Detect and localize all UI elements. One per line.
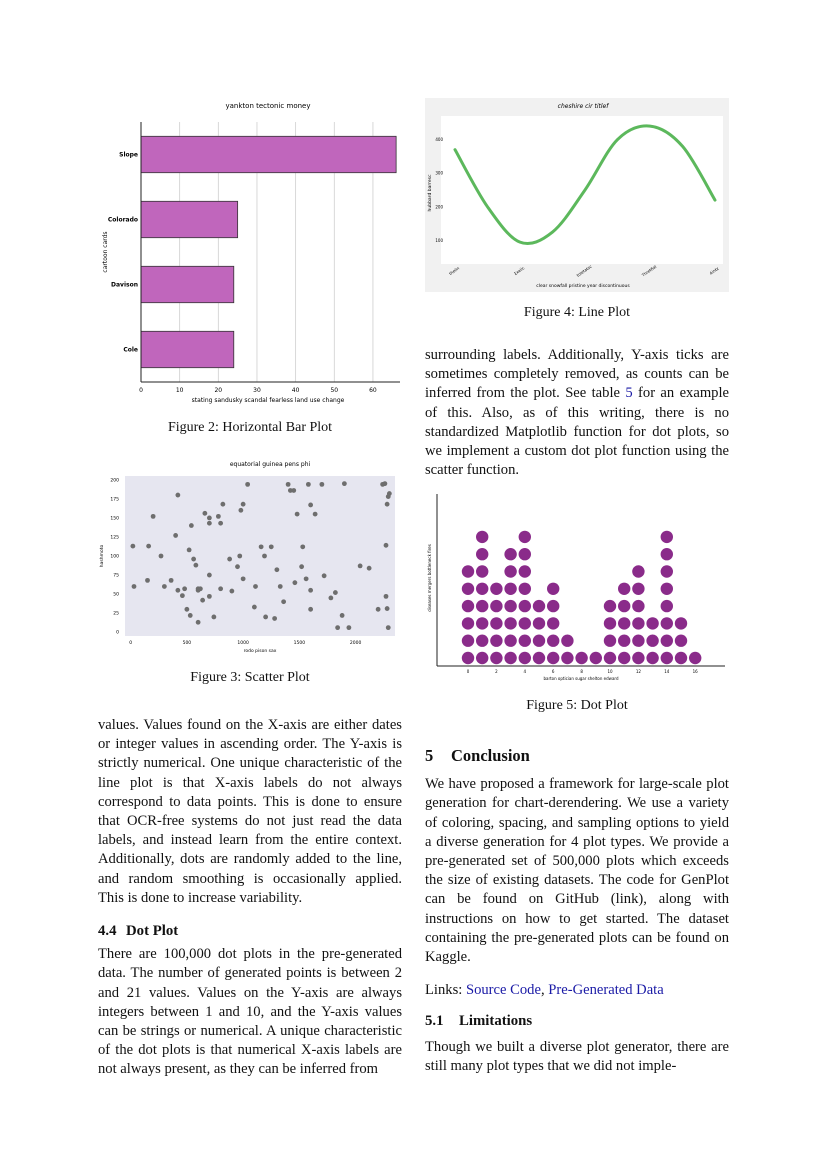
hbar-category-label: Slope <box>119 151 138 159</box>
scatter-point <box>184 607 189 612</box>
dot-marker <box>519 652 531 664</box>
line-y-tick-label: 200 <box>435 204 443 210</box>
hbar-ylabel: cartoon cards <box>102 231 109 273</box>
scatter-point <box>299 564 304 569</box>
scatter-point <box>304 576 309 581</box>
line-xlabel: clear snowfall pristine year discontinuous <box>536 284 630 289</box>
line-x-tick-label: Σxeilc <box>512 265 526 277</box>
scatter-point <box>333 590 338 595</box>
dot-marker <box>533 600 545 612</box>
dot-marker <box>462 583 474 595</box>
hbar-bar <box>141 136 396 172</box>
dot-marker <box>661 652 673 664</box>
scatter-y-tick-label: 200 <box>110 478 119 484</box>
scatter-point <box>286 482 291 487</box>
scatter-point <box>187 548 192 553</box>
scatter-point <box>175 493 180 498</box>
scatter-point <box>313 512 318 517</box>
dot-marker <box>590 652 602 664</box>
scatter-point <box>308 607 313 612</box>
scatter-point <box>180 593 185 598</box>
scatter-point <box>382 481 387 486</box>
section-5-number: 5 <box>425 746 434 765</box>
scatter-point <box>202 511 207 516</box>
dot-marker <box>675 652 687 664</box>
dot-marker <box>547 635 559 647</box>
scatter-point <box>292 580 297 585</box>
scatter-point <box>346 625 351 630</box>
scatter-point <box>169 578 174 583</box>
section-5-1-body: Though we built a diverse plot generator, there are still many plot types that we did not imple- <box>425 1038 729 1074</box>
scatter-point <box>198 586 203 591</box>
scatter-y-tick-label: 100 <box>110 554 119 560</box>
dot-marker <box>504 583 516 595</box>
dot-marker <box>661 583 673 595</box>
right-column-top <box>425 346 729 480</box>
dot-marker <box>661 548 673 560</box>
scatter-point <box>175 588 180 593</box>
dot-marker <box>689 652 701 664</box>
hbar-x-tick-label: 10 <box>175 387 184 394</box>
links-separator: , <box>540 982 545 999</box>
dot-marker <box>476 548 488 560</box>
hbar-x-tick-label: 20 <box>214 387 223 394</box>
dot-marker <box>632 652 644 664</box>
dot-marker <box>519 531 531 543</box>
dot-x-tick-label: 10 <box>607 669 613 674</box>
scatter-point <box>241 502 246 507</box>
dot-marker <box>519 635 531 647</box>
scatter-ylabel: hashmoto <box>100 544 105 568</box>
section-5-title: Conclusion <box>451 746 530 765</box>
scatter-point <box>207 594 212 599</box>
dot-ylabel: diseases mergers bottleneck fires <box>427 544 432 612</box>
hbar-x-tick-label: 0 <box>139 387 143 394</box>
dot-marker <box>618 600 630 612</box>
hbar-xlabel: stating sandusky scandal fearless land use change <box>191 397 345 404</box>
line-plot-area <box>441 116 723 264</box>
scatter-point <box>340 613 345 618</box>
dot-marker <box>675 617 687 629</box>
section-5-1-number: 5.1 <box>425 1013 444 1030</box>
scatter-x-tick-label: 500 <box>182 641 192 646</box>
line-title: cheshire cir titlef <box>557 103 609 110</box>
scatter-x-tick-label: 1000 <box>237 641 249 646</box>
scatter-point <box>274 567 279 572</box>
section-5-1-title: Limitations <box>459 1013 533 1030</box>
section-5-body: We have proposed a framework for large-scale plot generation for chart-derendering. We use a variety of coloring, spacing, and sampling options to yield a diverse generation for 4 plot types. We provide a pre-generated set of 500,000 plots which exceeds the size of existing datasets. The code for GenPlot can be found on GitHub (link), along with instructions on how to get started. The dataset containing the pre-generated plots can be found on Kaggle. <box>425 776 729 966</box>
scatter-point <box>216 514 221 519</box>
dot-marker <box>490 635 502 647</box>
dot-marker <box>504 635 516 647</box>
scatter-point <box>384 594 389 599</box>
scatter-point <box>241 576 246 581</box>
dot-marker <box>547 617 559 629</box>
dot-marker <box>646 617 658 629</box>
scatter-point <box>207 521 212 526</box>
hbar-category-label: Colorado <box>107 216 138 224</box>
scatter-point <box>269 544 274 549</box>
dot-marker <box>632 635 644 647</box>
hbar-title: yankton tectonic money <box>225 102 311 110</box>
dot-marker <box>519 600 531 612</box>
dot-marker <box>604 617 616 629</box>
scatter-point <box>385 502 390 507</box>
hbar-x-tick-label: 60 <box>369 387 377 394</box>
scatter-point <box>227 557 232 562</box>
dot-marker <box>504 600 516 612</box>
dot-marker <box>490 652 502 664</box>
scatter-point <box>207 516 212 521</box>
dot-marker <box>519 565 531 577</box>
dot-marker <box>547 600 559 612</box>
scatter-point <box>207 573 212 578</box>
scatter-point <box>253 584 258 589</box>
dot-marker <box>476 531 488 543</box>
dot-marker <box>519 583 531 595</box>
dot-marker <box>462 600 474 612</box>
dot-marker <box>646 635 658 647</box>
right-continuation-paragraph <box>425 346 729 480</box>
scatter-chart <box>95 456 405 656</box>
dot-marker <box>476 635 488 647</box>
scatter-x-tick-label: 0 <box>129 641 133 646</box>
dot-marker <box>504 565 516 577</box>
scatter-point <box>188 613 193 618</box>
dot-x-tick-label: 16 <box>692 669 698 674</box>
dot-x-tick-label: 6 <box>551 669 555 674</box>
dot-marker <box>604 652 616 664</box>
scatter-point <box>259 544 264 549</box>
horizontal-bar-chart <box>95 96 405 410</box>
section-5-heading <box>425 746 729 765</box>
scatter-point <box>376 607 381 612</box>
dot-marker <box>675 635 687 647</box>
dot-marker <box>604 635 616 647</box>
dot-marker <box>661 635 673 647</box>
dot-marker <box>533 652 545 664</box>
scatter-point <box>384 543 389 548</box>
dot-marker <box>504 652 516 664</box>
dot-marker <box>490 600 502 612</box>
dot-marker <box>561 652 573 664</box>
table-5-link[interactable]: 5 <box>625 385 633 402</box>
scatter-point <box>295 512 300 517</box>
line-ylabel: hubbard barresc <box>428 174 433 212</box>
scatter-point <box>272 616 277 621</box>
dot-marker <box>490 617 502 629</box>
left-column <box>98 716 402 1080</box>
left-intro-paragraph: values. Values found on the X-axis are either dates or integer values in ascending order. The Y-axis is strictly numerical. One unique characteristic of the line plot is that X-axis labels do not always correspond to data points. This is done to ensure that OCR-free systems do not just read the data labels, and instead learn from the entire context. Additionally, dots are randomly added to the line, and random smoothing is occasionally applied. This is done to increase variability. <box>98 717 402 906</box>
dot-marker <box>476 652 488 664</box>
scatter-point <box>300 544 305 549</box>
scatter-point <box>367 566 372 571</box>
dot-marker <box>618 617 630 629</box>
dot-marker <box>575 652 587 664</box>
dot-x-tick-label: 4 <box>523 669 527 674</box>
scatter-xlabel: rodo pison sax <box>243 649 277 654</box>
scatter-point <box>151 514 156 519</box>
scatter-point <box>262 554 267 559</box>
scatter-point <box>237 554 242 559</box>
figure-5-caption: Figure 5: Dot Plot <box>526 698 628 713</box>
dot-marker <box>661 531 673 543</box>
scatter-point <box>308 588 313 593</box>
section-4-4-number: 4.4 <box>98 923 117 940</box>
hbar-x-tick-label: 30 <box>253 387 261 394</box>
scatter-x-tick-label: 2000 <box>349 641 362 646</box>
scatter-point <box>229 589 234 594</box>
dot-marker <box>462 635 474 647</box>
scatter-y-tick-label: 0 <box>116 630 119 636</box>
scatter-point <box>193 563 198 568</box>
dot-marker <box>462 617 474 629</box>
scatter-point <box>358 564 363 569</box>
line-y-tick-label: 100 <box>435 237 443 243</box>
scatter-point <box>335 625 340 630</box>
scatter-point <box>322 573 327 578</box>
dot-marker <box>462 652 474 664</box>
scatter-point <box>130 544 135 549</box>
scatter-point <box>159 554 164 559</box>
line-x-tick-label: Aintz <box>708 265 720 276</box>
hbar-bar <box>141 331 234 367</box>
section-5-1-heading <box>425 1012 729 1031</box>
scatter-x-tick-label: 1500 <box>293 641 306 646</box>
scatter-y-tick-label: 125 <box>110 535 119 541</box>
figure-4-caption: Figure 4: Line Plot <box>523 305 631 320</box>
dot-marker <box>504 548 516 560</box>
scatter-y-tick-label: 25 <box>113 611 119 617</box>
dot-marker <box>618 583 630 595</box>
scatter-point <box>191 557 196 562</box>
line-x-tick-label: toletatsc <box>575 263 593 278</box>
line-y-tick-label: 300 <box>435 170 443 176</box>
scatter-point <box>245 482 250 487</box>
scatter-point <box>220 502 225 507</box>
scatter-point <box>211 615 216 620</box>
scatter-point <box>386 625 391 630</box>
hbar-bar <box>141 201 238 237</box>
scatter-point <box>328 596 333 601</box>
scatter-point <box>281 599 286 604</box>
scatter-point <box>308 503 313 508</box>
hbar-category-label: Davison <box>111 281 138 289</box>
dot-marker <box>490 583 502 595</box>
scatter-point <box>319 482 324 487</box>
scatter-point <box>182 586 187 591</box>
scatter-point <box>342 481 347 486</box>
dot-marker <box>476 600 488 612</box>
scatter-point <box>218 521 223 526</box>
dot-marker <box>533 617 545 629</box>
source-code-link[interactable]: Source Code <box>465 982 541 999</box>
scatter-point <box>291 488 296 493</box>
dot-marker <box>632 617 644 629</box>
scatter-point <box>278 584 283 589</box>
dot-plot-chart <box>425 490 729 688</box>
dot-x-tick-label: 2 <box>495 669 498 674</box>
dot-marker <box>661 565 673 577</box>
section-4-4-body: There are 100,000 dot plots in the pre-generated data. The number of generated points is between 2 and 21 values. Values on the Y-axis are always integers between 1 and 10, and the Y-axis values can be strings or numerical. A unique characteristic of the dot plots is that numerical X-axis labels are not always present, as they can be inferred from <box>98 946 402 1078</box>
scatter-point <box>173 533 178 538</box>
pre-generated-data-link[interactable]: Pre-Generated Data <box>548 982 664 999</box>
dot-xlabel: barton optician sugar shelton edward <box>543 676 619 681</box>
dot-marker <box>476 565 488 577</box>
dot-marker <box>646 652 658 664</box>
dot-marker <box>632 600 644 612</box>
dot-marker <box>533 635 545 647</box>
right-para-a: surrounding labels. Additionally, Y-axis ticks are sometimes completely removed, as counts can be inferred from the plot. See table <box>425 347 729 402</box>
scatter-y-tick-label: 75 <box>113 573 119 579</box>
scatter-point <box>385 606 390 611</box>
hbar-x-tick-label: 50 <box>330 387 339 394</box>
right-column-bottom <box>425 746 729 1076</box>
scatter-point <box>146 544 151 549</box>
dot-marker <box>661 617 673 629</box>
dot-marker <box>519 548 531 560</box>
dot-marker <box>632 583 644 595</box>
scatter-point <box>263 615 268 620</box>
figure-2-caption: Figure 2: Horizontal Bar Plot <box>167 420 333 435</box>
dot-marker <box>547 583 559 595</box>
dot-marker <box>561 635 573 647</box>
scatter-point <box>132 584 137 589</box>
scatter-point <box>145 578 150 583</box>
line-y-tick-label: 400 <box>435 137 443 143</box>
scatter-y-tick-label: 50 <box>113 592 119 598</box>
right-para-b: for an example of this. Also, as of this writing, there is no standardized Matplotlib function for dot plots, so we implement a custom dot plot function using the scatter function. <box>425 385 730 479</box>
section-4-4-heading <box>98 922 402 941</box>
links-line <box>425 981 729 1000</box>
dot-x-tick-label: 0 <box>466 669 470 674</box>
scatter-point <box>189 523 194 528</box>
hbar-x-tick-label: 40 <box>291 387 300 394</box>
dot-marker <box>504 617 516 629</box>
line-x-tick-label: Thretfial <box>640 263 658 278</box>
dot-marker <box>604 600 616 612</box>
dot-marker <box>476 583 488 595</box>
figure-3-caption: Figure 3: Scatter Plot <box>190 670 310 685</box>
dot-x-tick-label: 14 <box>664 669 670 674</box>
dot-x-tick-label: 12 <box>635 669 641 674</box>
scatter-point <box>387 491 392 496</box>
scatter-point <box>252 605 257 610</box>
dot-marker <box>661 600 673 612</box>
dot-marker <box>618 652 630 664</box>
section-4-4-title: Dot Plot <box>126 923 179 940</box>
hbar-bar <box>141 266 234 302</box>
hbar-category-label: Cole <box>123 346 138 354</box>
scatter-point <box>162 584 167 589</box>
scatter-point <box>238 508 243 513</box>
line-x-tick-label: thelin <box>448 265 461 277</box>
scatter-plot-area <box>125 476 395 636</box>
dot-marker <box>519 617 531 629</box>
links-label: Links: <box>425 982 463 999</box>
dot-marker <box>618 635 630 647</box>
dot-marker <box>476 617 488 629</box>
scatter-point <box>235 564 240 569</box>
dot-marker <box>632 565 644 577</box>
scatter-point <box>218 586 223 591</box>
dot-marker <box>547 652 559 664</box>
scatter-y-tick-label: 175 <box>110 497 119 503</box>
scatter-y-tick-label: 150 <box>110 516 119 522</box>
dot-marker <box>462 565 474 577</box>
scatter-point <box>306 482 311 487</box>
scatter-title: equatorial guinea pens phi <box>229 461 311 468</box>
scatter-point <box>200 598 205 603</box>
scatter-point <box>196 620 201 625</box>
dot-x-tick-label: 8 <box>580 669 583 674</box>
line-chart <box>425 98 729 292</box>
